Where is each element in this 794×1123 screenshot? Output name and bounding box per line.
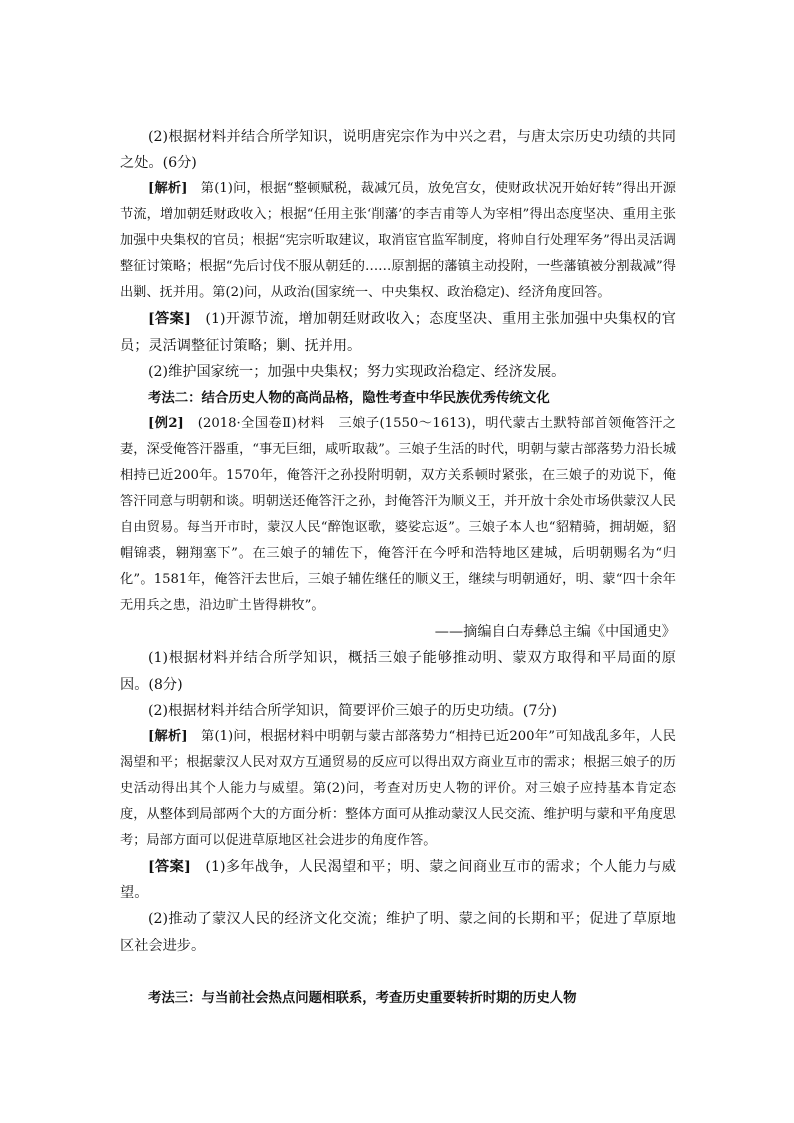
- example-2: [120, 411, 676, 619]
- answer-text: (1)多年战争，人民渴望和平；明、蒙之间商业互市的需求；个人能力与威望。: [120, 859, 676, 902]
- analysis-tag: [解析]: [148, 729, 188, 745]
- answer-1: [120, 306, 676, 358]
- analysis-tag: [解析]: [148, 181, 188, 197]
- answer-1-part2: (2)维护国家统一；加强中央集权；努力实现政治稳定、经济发展。: [148, 363, 566, 380]
- question-2b: (2)根据材料并结合所学知识，简要评价三娘子的历史功绩。(7分): [148, 702, 558, 719]
- answer-2-part2: (2)推动了蒙汉人民的经济文化交流；维护了明、蒙之间的长期和平；促进了草原地区社会进步。: [120, 911, 676, 954]
- analysis-text: 第(1)问，根据材料中明朝与蒙古部落势力“相持已近200年”可知战乱多年，人民渴望和平；根据蒙汉人民对双方互通贸易的反应可以得出双方商业互市的需求；根据三娘子的历史活动得出其个人能力与威望。第(2)问，考查对历史人物的评价。对三娘子应持基本肯定态度，从整体到局部两个大的方面分析：整体方面可从推动蒙汉人民交流、维护明与蒙和平角度思考；局部方面可以促进草原地区社会进步的角度作答。: [120, 729, 676, 849]
- spacer: [120, 959, 676, 985]
- method-2-heading: 考法二：结合历史人物的高尚品格，隐性考查中华民族优秀传统文化: [148, 390, 550, 407]
- question-1b: (1)根据材料并结合所学知识，概括三娘子能够推动明、蒙双方取得和平局面的原因。(8分): [120, 650, 676, 693]
- example-source-label: (2018·全国卷Ⅱ)材料: [197, 416, 325, 432]
- analysis-text: 第(1)问，根据“整顿赋税，裁减冗员，放免宫女，使财政状况开始好转”得出开源节流，增加朝廷财政收入；根据“任用主张‘削藩’的李吉甫等人为宰相”得出态度坚决、重用主张加强中央集权的官员；根据“宪宗听取建议，取消宦官监军制度，将帅自行处理军务”得出灵活调整征讨策略；根据“先后讨伐不服从朝廷的……原割据的藩镇主动投附，一些藩镇被分割裁减”得出剿、抚并用。第(2)问，从政治(国家统一、中央集权、政治稳定)、经济角度回答。: [120, 181, 676, 301]
- method-3-heading: 考法三：与当前社会热点问题相联系，考查历史重要转折时期的历史人物: [148, 989, 577, 1006]
- example-source: ——摘编自白寿彝总主编《中国通史》: [434, 624, 676, 641]
- answer-text: (1)开源节流，增加朝廷财政收入；态度坚决、重用主张加强中央集权的官员；灵活调整征讨策略；剿、抚并用。: [120, 311, 676, 354]
- analysis-2: [120, 724, 676, 854]
- document-page: [120, 124, 676, 1011]
- example-tag: [例2]: [148, 416, 184, 432]
- answer-tag: [答案]: [148, 311, 191, 328]
- answer-2: [120, 854, 676, 906]
- analysis-1: [120, 176, 676, 306]
- example-text: 三娘子(1550～1613)，明代蒙古土默特部首领俺答汗之妻，深受俺答汗器重，“事无巨细，咸听取裁”。三娘子生活的时代，明朝与蒙古部落势力沿长城相持已近200年。1570年，俺答汗之孙投附明朝，双方关系顿时紧张，在三娘子的劝说下，俺答汗同意与明朝和谈。明朝送还俺答汗之孙，封俺答汗为顺义王，并开放十余处市场供蒙汉人民自由贸易。每当开市时，蒙汉人民“醉饱讴歌，婆娑忘返”。三娘子本人也“貂精骑，拥胡姬，貂帽锦裘，翱翔塞下”。在三娘子的辅佐下，俺答汗在今呼和浩特地区建城，后明朝赐名为“归化”。1581年，俺答汗去世后，三娘子辅佐继任的顺义王，继续与明朝通好，明、蒙“四十余年无用兵之患，沿边旷土皆得耕牧”。: [120, 416, 676, 614]
- answer-tag: [答案]: [148, 859, 191, 876]
- question-2a: (2)根据材料并结合所学知识，说明唐宪宗作为中兴之君，与唐太宗历史功绩的共同之处。(6分): [120, 129, 676, 172]
